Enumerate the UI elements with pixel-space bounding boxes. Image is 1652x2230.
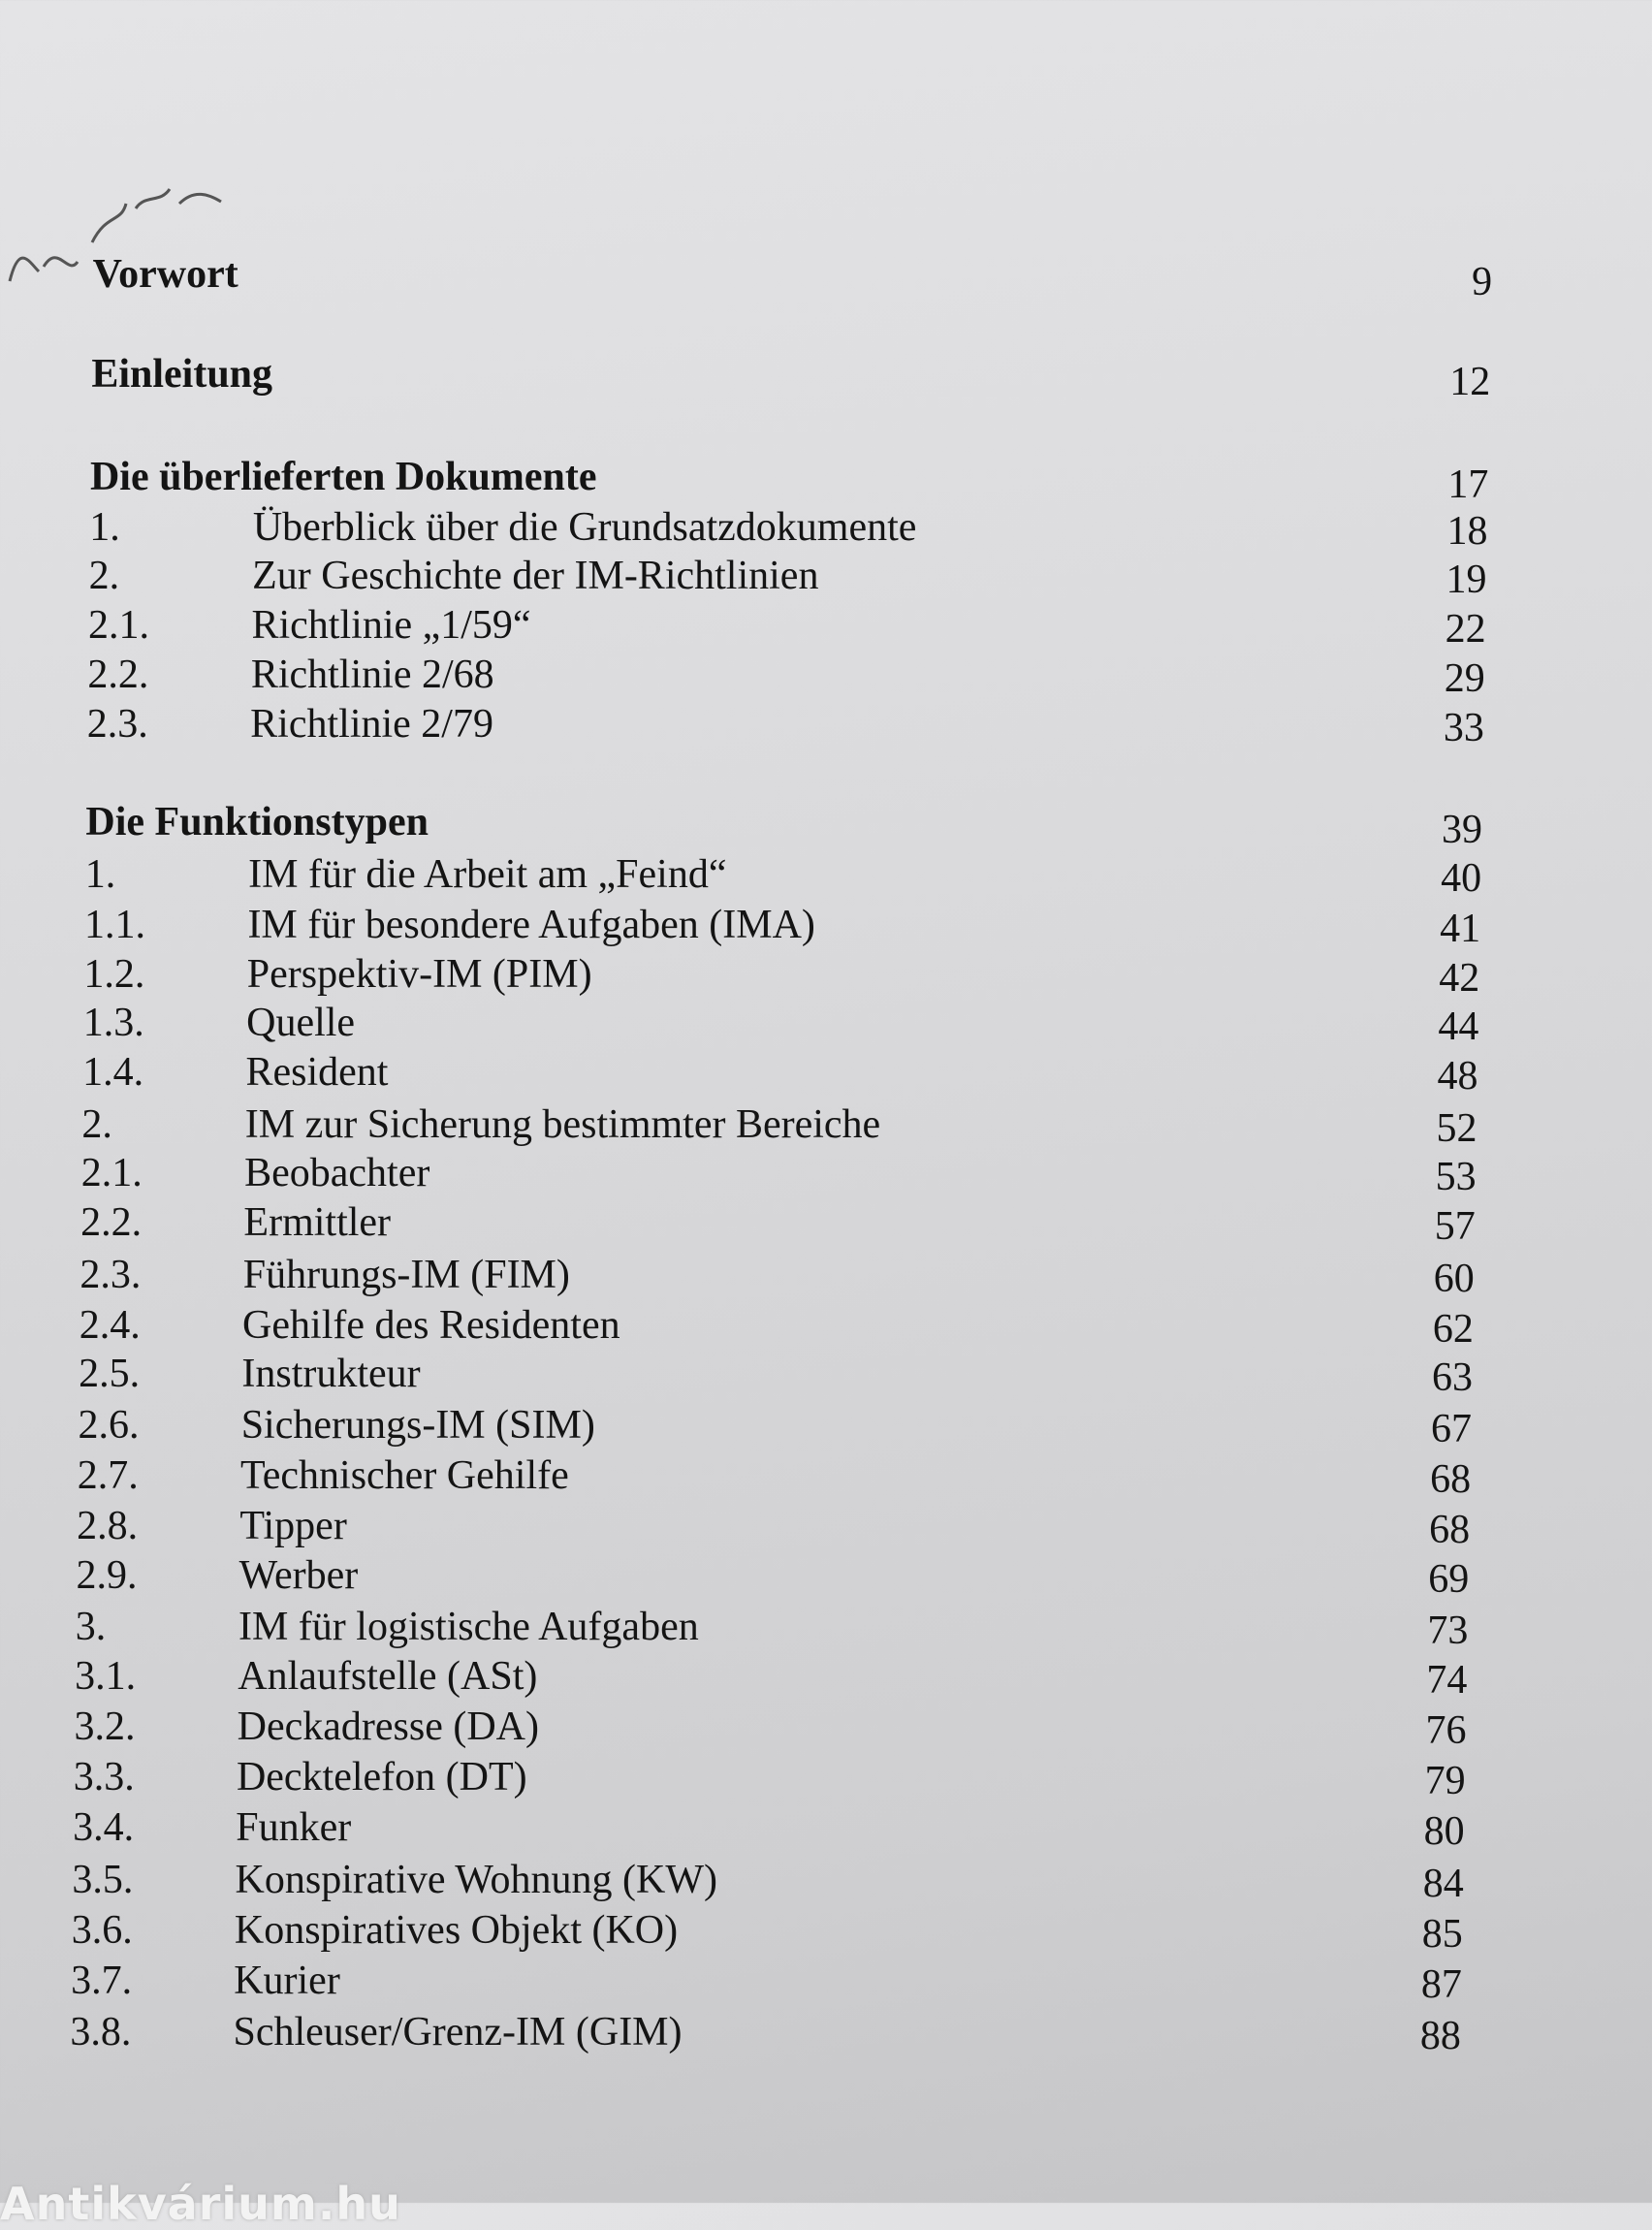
toc-entry-number: 2.: [88, 554, 120, 599]
toc-entry-title: Richtlinie 2/68: [250, 652, 494, 697]
toc-page-number: 48: [1437, 1053, 1478, 1099]
toc-entry-number: 2.1.: [80, 1151, 143, 1196]
toc-entry-title: Ermittler: [243, 1199, 392, 1245]
toc-entry-title: Überblick über die Grundsatzdokumente: [252, 504, 917, 550]
toc-entry-number: 1.3.: [82, 1001, 144, 1046]
toc-heading-title: Die Funktionstypen: [85, 800, 429, 845]
toc-entry-number: 2.9.: [76, 1552, 138, 1598]
toc-page-number: 68: [1429, 1507, 1471, 1552]
toc-page-number: 17: [1447, 462, 1489, 507]
toc-page-number: 53: [1435, 1155, 1477, 1200]
toc-entry-title: Schleuser/Grenz-IM (GIM): [233, 2009, 683, 2055]
toc-entry-title: Resident: [245, 1049, 389, 1095]
toc-page-number: 52: [1436, 1105, 1477, 1151]
toc-entry-number: 3.8.: [70, 2009, 132, 2055]
toc-entry-title: Perspektiv-IM (PIM): [246, 951, 592, 997]
toc-page-number: 12: [1449, 359, 1491, 404]
toc-entry-title: IM für logistische Aufgaben: [238, 1605, 699, 1650]
toc-page-number: 9: [1472, 259, 1493, 304]
toc-entry-title: IM für die Arbeit am „Feind“: [248, 851, 727, 897]
toc-entry-number: 1.4.: [82, 1049, 144, 1095]
toc-entry-title: Funker: [236, 1805, 352, 1851]
toc-entry-title: Decktelefon (DT): [236, 1755, 527, 1800]
toc-entry-number: 1.: [84, 851, 116, 897]
toc-entry-number: 1.2.: [83, 951, 145, 997]
toc-entry-number: 3.2.: [74, 1704, 136, 1750]
toc-entry-title: Richtlinie 2/79: [250, 701, 493, 747]
toc-entry-number: 2.7.: [77, 1452, 139, 1498]
toc-page-number: 40: [1441, 855, 1482, 901]
toc-page-number: 73: [1427, 1609, 1469, 1654]
toc-entry-title: Technischer Gehilfe: [240, 1452, 569, 1498]
toc-entry-title: Zur Geschichte der IM-Richtlinien: [252, 554, 819, 599]
toc-page-number: 69: [1428, 1556, 1470, 1602]
toc-page-number: 18: [1446, 508, 1488, 554]
toc-page-number: 22: [1445, 607, 1486, 653]
toc-page-number: 68: [1430, 1456, 1472, 1502]
toc-page-number: 19: [1446, 558, 1487, 603]
toc-entry-title: Quelle: [246, 1001, 356, 1046]
toc-entry-number: 1.: [89, 504, 120, 550]
toc-page-number: 62: [1432, 1306, 1474, 1352]
toc-entry-number: 3.5.: [72, 1858, 134, 1903]
toc-entry-title: Führungs-IM (FIM): [242, 1252, 570, 1297]
toc-entry-number: 1.1.: [84, 902, 146, 947]
toc-entry-number: 3.6.: [71, 1908, 133, 1954]
toc-page-number: 42: [1439, 955, 1480, 1001]
toc-heading-title: Die überlieferten Dokumente: [89, 454, 597, 499]
toc-entry-number: 3.1.: [75, 1654, 137, 1699]
toc-entry-title: Werber: [238, 1552, 359, 1598]
toc-page-number: 84: [1422, 1862, 1464, 1907]
toc-entry-title: Tipper: [239, 1503, 347, 1548]
toc-entry-title: IM zur Sicherung bestimmter Bereiche: [244, 1101, 881, 1147]
toc-page-number: 87: [1420, 1962, 1462, 2008]
toc-page-number: 74: [1426, 1658, 1468, 1703]
toc-entry-title: Gehilfe des Residenten: [242, 1302, 620, 1348]
toc-page-number: 80: [1423, 1809, 1465, 1855]
toc-page-number: 41: [1440, 906, 1481, 951]
toc-page-number: 57: [1434, 1203, 1476, 1249]
toc-entry-title: Konspirative Wohnung (KW): [235, 1858, 717, 1903]
toc-entry-title: IM für besondere Aufgaben (IMA): [247, 902, 815, 947]
toc-entry-title: Beobachter: [244, 1151, 430, 1196]
toc-entry-title: Richtlinie „1/59“: [251, 603, 531, 649]
toc-entry-title: Anlaufstelle (ASt): [238, 1654, 538, 1699]
toc-entry-title: Sicherungs-IM (SIM): [240, 1402, 595, 1448]
toc-heading-title: Einleitung: [91, 351, 273, 397]
toc-entry-number: 3.4.: [73, 1805, 135, 1851]
toc-page-number: 67: [1431, 1406, 1473, 1451]
toc-page-number: 33: [1443, 705, 1484, 750]
toc-entry-number: 3.3.: [73, 1755, 135, 1800]
toc-page-number: 39: [1442, 808, 1483, 853]
toc-entry-title: Instrukteur: [241, 1352, 421, 1397]
toc-entry-number: 2.3.: [79, 1252, 142, 1297]
toc-entry-number: 2.8.: [77, 1503, 139, 1548]
toc-entry-number: 2.2.: [87, 652, 149, 697]
toc-entry-title: Deckadresse (DA): [237, 1704, 539, 1750]
toc-entry-number: 2.5.: [79, 1352, 141, 1397]
toc-entry-number: 2.2.: [80, 1199, 143, 1245]
toc-page-number: 44: [1438, 1004, 1479, 1050]
toc-heading-title: Vorwort: [92, 251, 238, 297]
watermark: Antikvárium.hu: [0, 2178, 401, 2230]
toc-entry-number: 2.: [81, 1101, 112, 1147]
toc-page-number: 85: [1421, 1912, 1463, 1958]
toc-entry-number: 2.3.: [86, 701, 148, 747]
toc-entry-number: 2.4.: [79, 1302, 141, 1348]
toc-entry-title: Konspiratives Objekt (KO): [234, 1908, 679, 1954]
toc-page-number: 76: [1425, 1708, 1467, 1754]
toc-entry-number: 2.6.: [78, 1402, 140, 1448]
toc-entry-number: 2.1.: [87, 603, 149, 649]
toc-entry-number: 3.7.: [71, 1959, 133, 2004]
toc-page-number: 79: [1424, 1759, 1466, 1804]
toc-entry-number: 3.: [75, 1605, 107, 1650]
toc-page-number: 29: [1444, 655, 1485, 701]
toc-page-number: 60: [1433, 1256, 1475, 1301]
toc-page-number: 63: [1431, 1355, 1473, 1401]
toc-page-number: 88: [1419, 2013, 1461, 2058]
toc-entry-title: Kurier: [234, 1959, 340, 2004]
